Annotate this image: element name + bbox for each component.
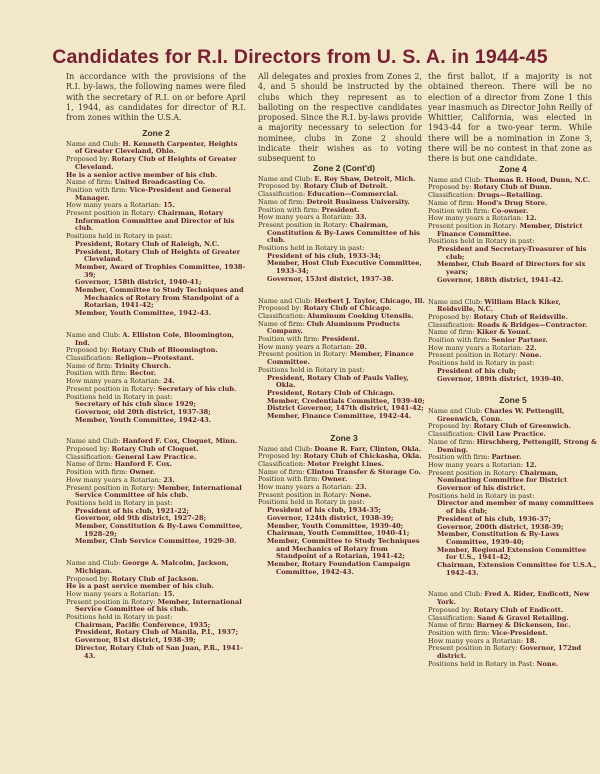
field-label: Present position in Rotary: [258, 350, 350, 359]
field-label: Positions held in Rotary in past: [66, 392, 173, 401]
field-label: Position with firm: [428, 206, 492, 215]
field-value: Member, Youth Committee, 1939-40; [267, 521, 404, 530]
field-value: Civil Law Practice. [477, 430, 546, 439]
field-value: Fred A. Rider, Endicott, New York. [437, 590, 590, 607]
field-label: Classification: [258, 311, 308, 320]
field-label: Position with firm: [428, 336, 492, 345]
field-label: Position with firm: [66, 468, 130, 477]
field-label: Classification: [66, 452, 116, 461]
field-value: Member, Committee to Study Techniques and Mechanics of Rotary from Standpoint of a Rotarian, 1941-42; [267, 536, 420, 561]
field-value: A. Elliston Cole, Bloomington, Ind. [75, 330, 235, 347]
field-label: Name and Club: [428, 406, 485, 415]
field-value: Aluminum Cooking Utensils. [307, 311, 414, 320]
entry-line [66, 141, 246, 156]
field-value: 12. [525, 460, 537, 469]
field-label: Positions held in Rotary in past: [66, 232, 173, 241]
entry-line [66, 210, 246, 233]
field-label: Position with firm: [66, 185, 130, 194]
field-label: Name and Club: [66, 139, 123, 148]
field-label: Classification: [428, 613, 478, 622]
field-value: None. [349, 490, 372, 499]
field-value: Governor, 200th district, 1938-39; [437, 522, 564, 531]
field-value: President. [321, 205, 360, 214]
field-label: Positions held in Rotary in Past: [428, 659, 537, 668]
intro-paragraph-3: the first ballot, if a majority is not obtained thereon. There will be no election of a director from Zone 1 this year inasmuch as Director John Reilly of Whittier, California, was elected in 1943-44 for a two-year term. While there will be a nomination in Zone 3, there will be no contest in that zone as there is but one candidate. [428, 72, 592, 164]
field-value: H. Kenneth Carpenter, Heights of Greater Cleveland, Ohio. [75, 139, 238, 156]
field-value: Rotary Club of Dunn. [473, 183, 552, 192]
field-value: 23. [355, 483, 367, 492]
field-value: Drugs—Retailing. [477, 191, 543, 200]
field-value: Director and member of many committees of his club; [437, 499, 594, 516]
field-value: Rotary Club of Heights of Greater Cleveland. [75, 155, 237, 171]
field-label: Name and Club: [66, 559, 123, 568]
field-label: Proposed by: [428, 312, 474, 321]
field-value: President, Rotary Club of Pauls Valley, Okla. [267, 373, 409, 390]
field-value: Trinity Church. [114, 361, 171, 370]
zone-heading: Zone 4 [499, 164, 527, 174]
entry-line [66, 287, 246, 310]
field-value: Owner. [321, 475, 348, 484]
field-value: Director, Rotary Club of San Juan, P.R., 1941-43. [75, 643, 244, 660]
entry-line [258, 413, 430, 421]
field-value: President of his club, 1933-34; [267, 251, 381, 260]
field-value: 15. [163, 201, 175, 210]
candidate-entry [258, 176, 430, 284]
field-value: Rotary Club of Chickasha, Okla. [303, 452, 422, 461]
field-value: Thomas R. Hood, Dunn, N.C. [484, 175, 591, 184]
field-value: Governor, 188th district, 1941-42. [437, 275, 564, 284]
field-label: Position with firm: [258, 475, 322, 484]
field-value: Barney & Dickenson, Inc. [476, 621, 571, 630]
field-label: Positions held in Rotary in past: [66, 613, 173, 622]
field-value: Hood's Drug Store. [476, 198, 548, 207]
candidate-entry [428, 408, 598, 577]
field-label: Classification: [258, 190, 308, 199]
entry-line [428, 261, 598, 276]
field-value: Rotary Club of Bloomington. [111, 346, 218, 355]
field-label: Name of firm: [428, 437, 477, 446]
field-value: Motor Freight Lines. [307, 459, 384, 468]
field-value: Charles W. Pettengill, Greenwich, Conn. [437, 406, 565, 423]
field-value: None. [519, 351, 542, 360]
field-value: Vice-President. [491, 628, 548, 637]
field-value: Religion—Protestant. [115, 353, 195, 362]
entry-line [258, 561, 430, 576]
field-value: Rotary Club of Detroit. [303, 182, 389, 191]
field-value: Member, Youth Committee, 1942-43. [75, 415, 212, 424]
field-value: Club Aluminum Products Company. [267, 319, 400, 336]
field-value: George A. Malcolm, Jackson, Michigan. [75, 559, 229, 575]
field-value: E. Roy Shaw, Detroit, Mich. [314, 174, 416, 183]
field-label: How many years a Rotarian: [66, 589, 164, 598]
field-value: Rotary Club of Greenwich. [473, 422, 571, 431]
field-label: Name and Club: [428, 175, 485, 184]
entry-line [428, 562, 598, 577]
field-label: How many years a Rotarian: [428, 636, 526, 645]
field-value: 24. [163, 377, 175, 386]
field-label: Present position in Rotary: [258, 490, 350, 499]
field-label: Name of firm: [66, 361, 115, 370]
field-label: Name of firm: [258, 319, 307, 328]
field-value: Co-owner. [491, 206, 529, 215]
zone-heading: Zone 3 [330, 432, 358, 443]
field-label: How many years a Rotarian: [66, 475, 164, 484]
candidate-entry [258, 298, 430, 421]
field-label: Proposed by: [428, 422, 474, 431]
field-value: Member, Committee to Study Techniques and Mechanics of Rotary from Standpoint of a Rotarian, 1941-42; [75, 286, 244, 310]
field-label: Classification: [428, 320, 478, 329]
field-value: President and Secretary-Treasurer of his club; [437, 245, 587, 261]
field-value: Rotary Club of Cloquet. [111, 445, 199, 454]
column-3 [428, 164, 598, 668]
field-label: Name and Club: [428, 297, 485, 306]
field-value: Chairman, Constitution & By-Laws Committee of his club. [267, 220, 420, 245]
field-value: Governor, 158th district, 1940-41; [75, 278, 202, 287]
field-label: Proposed by: [66, 346, 112, 355]
field-label: Proposed by: [428, 183, 474, 192]
field-value: Rotary Club of Jackson. [111, 574, 199, 583]
field-value: President of his club, 1934-35; [267, 506, 381, 515]
field-label: Position with firm: [258, 205, 322, 214]
entry-line [66, 249, 246, 264]
field-value: Member, Finance Committee. [267, 350, 414, 367]
field-value: Governor, 124th district, 1938-39; [267, 513, 394, 522]
field-value: Chairman, Pacific Conference, 1935; [75, 620, 211, 629]
field-value: President, Rotary Club of Heights of Greater Cleveland. [75, 247, 241, 264]
field-label: How many years a Rotarian: [428, 214, 526, 223]
field-label: How many years a Rotarian: [66, 377, 164, 386]
field-label: Name and Club: [66, 330, 123, 339]
entry-line [258, 375, 430, 390]
entry-line [428, 645, 598, 660]
entry-line [66, 187, 246, 202]
field-label: Name and Club: [258, 444, 315, 453]
field-value: Detroit Business University. [306, 197, 410, 206]
field-label: Present position in Rotary: [258, 220, 350, 229]
field-label: Present position in Rotary: [66, 483, 158, 492]
field-label: Name of firm: [66, 460, 115, 469]
field-label: Position with firm: [258, 335, 322, 344]
field-value: Chairman, Extension Committee for U.S.A., 1942-43. [437, 561, 597, 577]
field-value: Hanford F. Cox, Cloquet, Minn. [122, 437, 238, 446]
field-label: Classification: [428, 191, 478, 200]
field-label: Proposed by: [66, 445, 112, 454]
field-value: Governor, 172nd district. [437, 644, 582, 661]
entry-line [428, 223, 598, 238]
entry-line [428, 661, 598, 669]
field-label: Positions held in Rotary in past: [428, 237, 535, 246]
field-value: 20. [355, 342, 367, 351]
field-label: Name and Club: [258, 174, 315, 183]
field-value: 18. [525, 636, 537, 645]
field-value: Member, Credentials Committee, 1939-40; [267, 396, 425, 405]
field-value: 15. [163, 589, 175, 598]
candidate-entry [258, 446, 430, 577]
field-value: 22. [525, 343, 537, 352]
candidate-entry [66, 560, 246, 660]
field-label: How many years a Rotarian: [66, 201, 164, 210]
entry-line [428, 299, 598, 314]
field-value: 12. [525, 214, 537, 223]
field-label: Positions held in Rotary in past: [258, 498, 365, 507]
field-value: Member, Award of Trophies Committee, 1938-39; [75, 262, 246, 279]
field-label: Present position in Rotary: [66, 597, 158, 606]
entry-line [258, 222, 430, 245]
field-label: Proposed by: [66, 155, 112, 164]
field-value: 23. [163, 475, 175, 484]
field-value: Member, Rotary Foundation Campaign Committee, 1942-43. [267, 560, 411, 576]
field-label: Name of firm: [428, 328, 477, 337]
field-value: Partner. [491, 453, 522, 462]
field-label: Name of firm: [258, 467, 307, 476]
entry-line [66, 264, 246, 279]
entry-line [66, 599, 246, 614]
field-label: Name of firm: [428, 621, 477, 630]
field-value: Clinton Transfer & Storage Co. [306, 467, 421, 476]
entry-line [428, 547, 598, 562]
field-value: Member, International Service Committee of his club. [75, 597, 242, 614]
field-value: President of his club, 1936-37; [437, 514, 551, 523]
field-value: Governor, old 9th district, 1927-28; [75, 514, 207, 523]
field-value: President of his club; [437, 366, 516, 375]
zone-heading: Zone 2 (Cont'd) [313, 163, 375, 173]
field-value: Member, Constitution & By-Laws Committee, 1928-29; [75, 522, 243, 538]
zone-heading: Zone 2 [142, 128, 170, 138]
field-value: Governor, old 20th district, 1937-38; [75, 407, 211, 416]
entry-line [66, 560, 246, 575]
field-label: Position with firm: [428, 453, 492, 462]
field-label: Present position in Rotary: [428, 468, 520, 477]
entry-line [258, 538, 430, 561]
field-label: Present position in Rotary: [428, 351, 520, 360]
field-value: Education—Commercial. [307, 190, 399, 199]
field-value: Doane R. Farr, Clinton, Okla. [314, 444, 422, 453]
field-label: Classification: [428, 430, 478, 439]
field-value: Member, Club Board of Directors for six years; [437, 260, 586, 277]
entry-line [66, 417, 246, 425]
field-value: District Governor, 147th district, 1941-42; [267, 404, 424, 413]
field-label: How many years a Rotarian: [428, 460, 526, 469]
field-label: Proposed by: [66, 574, 112, 583]
field-value: Vice-President and General Manager. [75, 185, 231, 202]
field-label: Position with firm: [428, 628, 492, 637]
field-label: Positions held in Rotary in past: [258, 244, 365, 253]
candidate-entry [428, 177, 598, 285]
field-value: Governor, 153rd district, 1937-38. [267, 274, 394, 283]
field-value: Rotary Club of Reidsville. [473, 312, 568, 321]
entry-line [66, 156, 246, 171]
field-value: Rector. [129, 369, 156, 378]
entry-line [66, 332, 246, 347]
entry-line [428, 246, 598, 261]
field-label: How many years a Rotarian: [428, 343, 526, 352]
field-value: Governor, 81st district, 1938-39; [75, 636, 196, 645]
entry-line [66, 523, 246, 538]
candidate-entry [66, 332, 246, 424]
field-value: Member, Club Service Committee, 1929-30. [75, 537, 237, 546]
column-2 [258, 163, 430, 576]
column-1 [66, 128, 246, 660]
entry-line [428, 470, 598, 493]
field-value: Member, Finance Committee, 1942-44. [267, 412, 412, 421]
field-value: Kiker & Yount. [476, 328, 532, 337]
field-value: None. [536, 659, 559, 668]
entry-line [258, 351, 430, 366]
field-value: Secretary of his club since 1929; [75, 400, 196, 409]
entry-line [428, 277, 598, 285]
field-label: How many years a Rotarian: [258, 342, 356, 351]
entry-line [258, 321, 430, 336]
field-label: Name of firm: [258, 197, 307, 206]
field-label: Classification: [66, 353, 116, 362]
field-value: Rotary Club of Endicott. [473, 605, 564, 614]
field-label: Proposed by: [258, 182, 304, 191]
entry-line [258, 260, 430, 275]
page-title: Candidates for R.I. Directors from U. S. A. in 1944-45 [52, 46, 548, 68]
field-value: Member, Constitution & By-Laws Committee, 1939-40; [437, 530, 560, 546]
field-value: General Law Practice. [115, 452, 197, 461]
field-label: Position with firm: [66, 369, 130, 378]
field-label: Name of firm: [66, 178, 115, 187]
field-value: Chairman, Nominating Committee for District Governor of his district. [437, 468, 568, 493]
entry-line [428, 408, 598, 423]
field-value: Herbert J. Taylor, Chicago, Ill. [314, 296, 425, 305]
field-value: President, Rotary Club of Raleigh, N.C. [75, 239, 220, 248]
field-label: Positions held in Rotary in past: [428, 359, 535, 368]
field-label: Present position in Rotary: [428, 644, 520, 653]
field-value: United Broadcasting Co. [114, 178, 206, 187]
field-value: President, Rotary Club of Chicago. [267, 388, 395, 397]
field-label: Positions held in Rotary in past: [428, 491, 535, 500]
field-label: Present position in Rotary: [66, 384, 158, 393]
field-label: Name and Club: [258, 296, 315, 305]
field-value: President, Rotary Club of Manila, P.I., 1937; [75, 628, 239, 637]
zone-heading: Zone 5 [499, 395, 527, 406]
field-label: Proposed by: [258, 452, 304, 461]
field-value: Sand & Gravel Retailing. [477, 613, 569, 622]
field-value: Roads & Bridges—Contractor. [477, 320, 588, 329]
entry-line [428, 591, 598, 606]
field-label: Name of firm: [428, 198, 477, 207]
field-label: Proposed by: [428, 605, 474, 614]
field-label: How many years a Rotarian: [258, 213, 356, 222]
field-label: Present position in Rotary: [428, 221, 520, 230]
entry-line [66, 310, 246, 318]
candidate-entry [66, 141, 246, 318]
field-value: Rotary Club of Chicago. [303, 304, 392, 313]
field-label: How many years a Rotarian: [258, 483, 356, 492]
field-value: Chairman, Youth Committee, 1940-41; [267, 529, 410, 538]
intro-paragraph-1: In accordance with the provisions of the R.I. by-laws, the following names were filed with the secretary of R.I. on or before April 1, 1944, as candidates for director of R.I. from zones within the U.S.A. [66, 72, 246, 123]
field-value: Member, Host Club Executive Committee, 1933-34; [267, 259, 422, 276]
field-value: Governor, 189th district, 1939-40. [437, 374, 564, 383]
field-value: He is a senior active member of his club. [66, 170, 218, 179]
candidate-entry [66, 438, 246, 546]
entry-line [258, 276, 430, 284]
field-label: Name and Club: [66, 437, 123, 446]
field-value: Hanford F. Cox. [114, 460, 172, 469]
field-label: Present position in Rotary: [66, 209, 158, 218]
field-value: President of his club, 1921-22; [75, 506, 189, 515]
intro-paragraph-2: All delegates and proxies from Zones 2, 4, and 5 should be instructed by the clubs which they represent as to balloting on the respective candidates proposed. Since the R.I. by-laws provide a majority necessary to selection for nominee, clubs in Zone 2 should indicate their wishes as to voting subsequent to [258, 72, 423, 164]
field-value: President. [321, 335, 360, 344]
field-value: Senior Partner. [491, 336, 548, 345]
entry-line [66, 645, 246, 660]
field-value: Member, Regional Extension Committee for U.S., 1941-42; [437, 545, 587, 562]
field-value: Member, Youth Committee, 1942-43. [75, 309, 212, 318]
field-value: William Black Kiker, Reidsville, N.C. [437, 297, 561, 314]
field-label: Name and Club: [428, 590, 485, 599]
field-label: Classification: [258, 459, 308, 468]
candidate-entry [428, 591, 598, 668]
field-value: Chairman, Rotary Information Committee and Director of his club. [75, 209, 235, 233]
field-label: Positions held in Rotary in past: [66, 498, 173, 507]
field-value: He is a past service member of his club. [66, 582, 214, 591]
field-label: Proposed by: [258, 304, 304, 313]
field-value: Owner. [129, 468, 156, 477]
field-value: 33. [355, 213, 367, 222]
entry-line [428, 376, 598, 384]
entry-line [66, 485, 246, 500]
field-label: Positions held in Rotary in past: [258, 365, 365, 374]
field-value: Member, District Finance Committee. [437, 221, 583, 238]
entry-line [66, 538, 246, 546]
field-value: Hirschberg, Pettengill, Strong & Deming. [437, 437, 597, 454]
field-value: Secretary of his club. [157, 384, 237, 393]
entry-line [428, 500, 598, 515]
candidate-entry [428, 299, 598, 384]
entry-line [428, 439, 598, 454]
entry-line [428, 531, 598, 546]
field-value: Member, International Service Committee of his club. [75, 483, 242, 500]
